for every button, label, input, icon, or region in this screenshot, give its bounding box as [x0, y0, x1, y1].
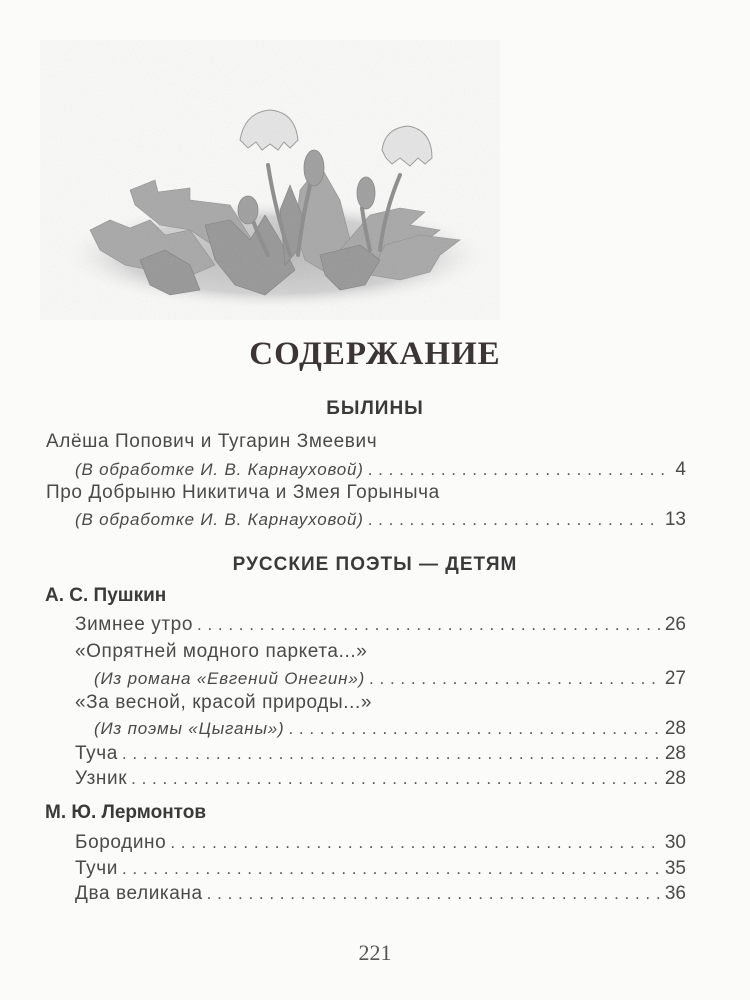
entry-title: Узник	[75, 768, 128, 789]
page-number: 35	[664, 858, 686, 879]
dot-leader	[368, 460, 672, 480]
entry-title: «Опрятней модного паркета...»	[75, 641, 368, 662]
toc-entry[interactable]	[75, 743, 686, 765]
page-number-footer: 221	[358, 940, 392, 965]
entry-note: (Из романа «Евгений Онегин»)	[94, 669, 366, 688]
page-number: 27	[664, 668, 686, 689]
toc-entry[interactable]	[46, 482, 686, 504]
dot-leader	[122, 859, 661, 879]
author-lermontov: М. Ю. Лермонтов	[45, 802, 207, 823]
entry-note: (В обработке И. В. Карнауховой)	[75, 460, 364, 479]
section-heading-byliny: БЫЛИНЫ	[326, 398, 424, 419]
page-number: 13	[664, 509, 686, 530]
toc-entry[interactable]	[75, 832, 686, 854]
page-title: СОДЕРЖАНИЕ	[249, 336, 501, 372]
page-number: 28	[664, 768, 686, 789]
entry-title: Два великана	[75, 883, 203, 904]
dot-leader	[288, 719, 660, 739]
page-number: 36	[664, 883, 686, 904]
page-number: 4	[675, 459, 686, 480]
entry-title: Бородино	[75, 832, 167, 853]
entry-title: Зимнее утро	[75, 614, 193, 635]
toc-entry[interactable]	[75, 692, 686, 714]
dot-leader	[131, 769, 661, 789]
toc-entry[interactable]	[75, 614, 686, 636]
entry-title: «За весной, красой природы...»	[75, 692, 373, 713]
entry-title: Туча	[75, 743, 118, 764]
toc-entry[interactable]	[75, 858, 686, 880]
toc-entry[interactable]	[75, 641, 686, 663]
entry-title: Про Добрыню Никитича и Змея Горыныча	[46, 482, 440, 503]
dot-leader	[170, 833, 661, 853]
page-number: 30	[664, 832, 686, 853]
section-heading-poets: РУССКИЕ ПОЭТЫ — ДЕТЯМ	[232, 554, 518, 575]
toc-entry-note[interactable]	[94, 718, 686, 740]
toc-entry-note[interactable]	[75, 509, 686, 531]
entry-note: (Из поэмы «Цыганы»)	[94, 719, 285, 738]
toc-entry-note[interactable]	[75, 459, 686, 481]
page-number: 28	[664, 743, 686, 764]
entry-note: (В обработке И. В. Карнауховой)	[75, 510, 364, 529]
dot-leader	[368, 510, 661, 530]
author-pushkin: А. С. Пушкин	[45, 585, 167, 606]
toc-entry[interactable]	[46, 431, 686, 453]
toc-entry[interactable]	[75, 768, 686, 790]
entry-title: Алёша Попович и Тугарин Змеевич	[46, 431, 378, 452]
dandelion-illustration	[40, 40, 500, 320]
dot-leader	[197, 615, 661, 635]
toc-entry[interactable]	[75, 883, 686, 905]
page-number: 28	[664, 718, 686, 739]
entry-title: Тучи	[75, 858, 118, 879]
page-number: 26	[664, 614, 686, 635]
dot-leader	[369, 669, 661, 689]
toc-entry-note[interactable]	[94, 668, 686, 690]
dot-leader	[207, 884, 661, 904]
dot-leader	[122, 744, 661, 764]
